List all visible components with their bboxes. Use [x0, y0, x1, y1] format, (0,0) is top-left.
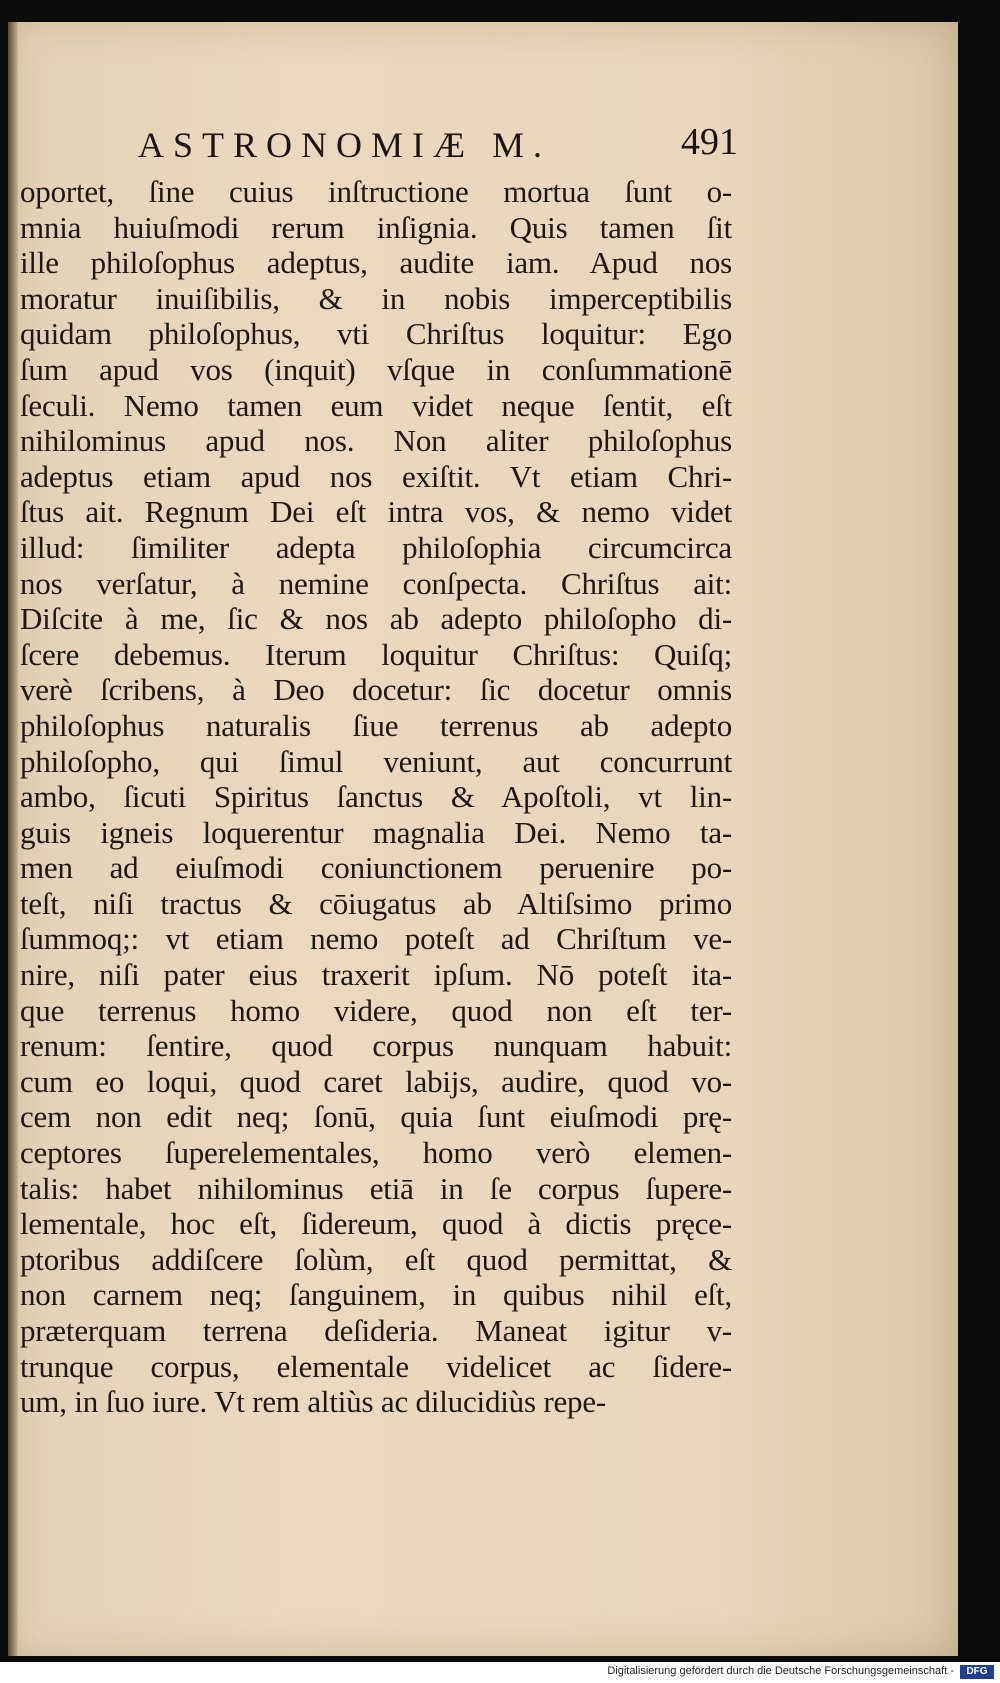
page-gutter [8, 22, 18, 1656]
text-line: non carnem neq; ſanguinem, in quibus nihil eſt, [20, 1277, 732, 1313]
text-line: verè ſcribens, à Deo docetur: ſic docetur omnis [20, 672, 732, 708]
text-line: nire, niſi pater eius traxerit ipſum. Nō poteſt ita- [20, 957, 732, 993]
text-line: philoſophus naturalis ſiue terrenus ab adepto [20, 707, 732, 743]
text-line: adeptus etiam apud nos exiſtit. Vt etiam Chri- [20, 458, 732, 494]
funding-credit: Digitalisierung gefördert durch die Deutsche Forschungsgemeinschaft - [607, 1665, 954, 1677]
text-line: um, in ſuo iure. Vt rem altiùs ac dilucidiùs repe- [20, 1384, 607, 1420]
running-title: ASTRONOMIÆ M. [138, 125, 552, 165]
page-number: 491 [681, 121, 738, 163]
text-line: Diſcite à me, ſic & nos ab adepto philoſopho di- [20, 601, 732, 637]
text-line: ambo, ſicuti Spiritus ſanctus & Apoſtoli, vt lin- [20, 779, 732, 815]
text-line: præterquam terrena deſideria. Maneat igitur v- [20, 1313, 732, 1348]
text-line: ſum apud vos (inquit) vſque in conſummationē [20, 351, 732, 387]
text-line: moratur inuiſibilis, & in nobis imperceptibilis [20, 280, 732, 316]
text-line: ſcere debemus. Iterum loquitur Chriſtus: Quiſq; [20, 636, 732, 672]
text-line: ſeculi. Nemo tamen eum videt neque ſentit, eſt [20, 387, 732, 423]
text-line: lementale, hoc eſt, ſidereum, quod à dictis pręce- [20, 1206, 732, 1242]
text-line: trunque corpus, elementale videlicet ac ſidere- [20, 1348, 732, 1384]
text-block [20, 174, 732, 1420]
text-line: quidam philoſophus, vti Chriſtus loquitur: Ego [20, 316, 732, 352]
text-line: ille philoſophus adeptus, audite iam. Apud nos [20, 245, 732, 281]
book-page [8, 22, 958, 1656]
text-line: renum: ſentire, quod corpus nunquam habuit: [20, 1028, 732, 1064]
text-line: philoſopho, qui ſimul veniunt, aut concurrunt [20, 743, 732, 779]
text-line: cum eo loqui, quod caret labijs, audire, quod vo- [20, 1063, 732, 1099]
text-line: talis: habet nihilominus etiā in ſe corpus ſupere- [20, 1170, 732, 1206]
text-line: teſt, niſi tractus & cōiugatus ab Altiſsimo primo [20, 885, 732, 921]
text-line: ſummoq;: vt etiam nemo poteſt ad Chriſtum ve- [20, 921, 732, 957]
text-line: ptoribus addiſcere ſolùm, eſt quod permittat, & [20, 1241, 732, 1277]
text-line: que terrenus homo videre, quod non eſt ter- [20, 992, 732, 1028]
running-head [138, 110, 738, 170]
text-line: cem non edit neq; ſonū, quia ſunt eiuſmodi prę- [20, 1099, 732, 1135]
text-line: nos verſatur, à nemine conſpecta. Chriſtus ait: [20, 565, 732, 601]
text-line: nihilominus apud nos. Non aliter philoſophus [20, 423, 732, 459]
text-line: oportet, ſine cuius inſtructione mortua ſunt o- [20, 174, 732, 209]
text-line: illud: ſimiliter adepta philoſophia circumcirca [20, 529, 732, 565]
footer [0, 1662, 1000, 1683]
dfg-logo: DFG [960, 1665, 994, 1679]
text-line: ſtus ait. Regnum Dei eſt intra vos, & nemo videt [20, 494, 732, 530]
text-line: mnia huiuſmodi rerum inſignia. Quis tamen ſit [20, 209, 732, 245]
text-line: men ad eiuſmodi coniunctionem peruenire po- [20, 850, 732, 886]
text-line: ceptores ſuperelementales, homo verò elemen- [20, 1135, 732, 1171]
text-line: guis igneis loquerentur magnalia Dei. Nemo ta- [20, 814, 732, 850]
